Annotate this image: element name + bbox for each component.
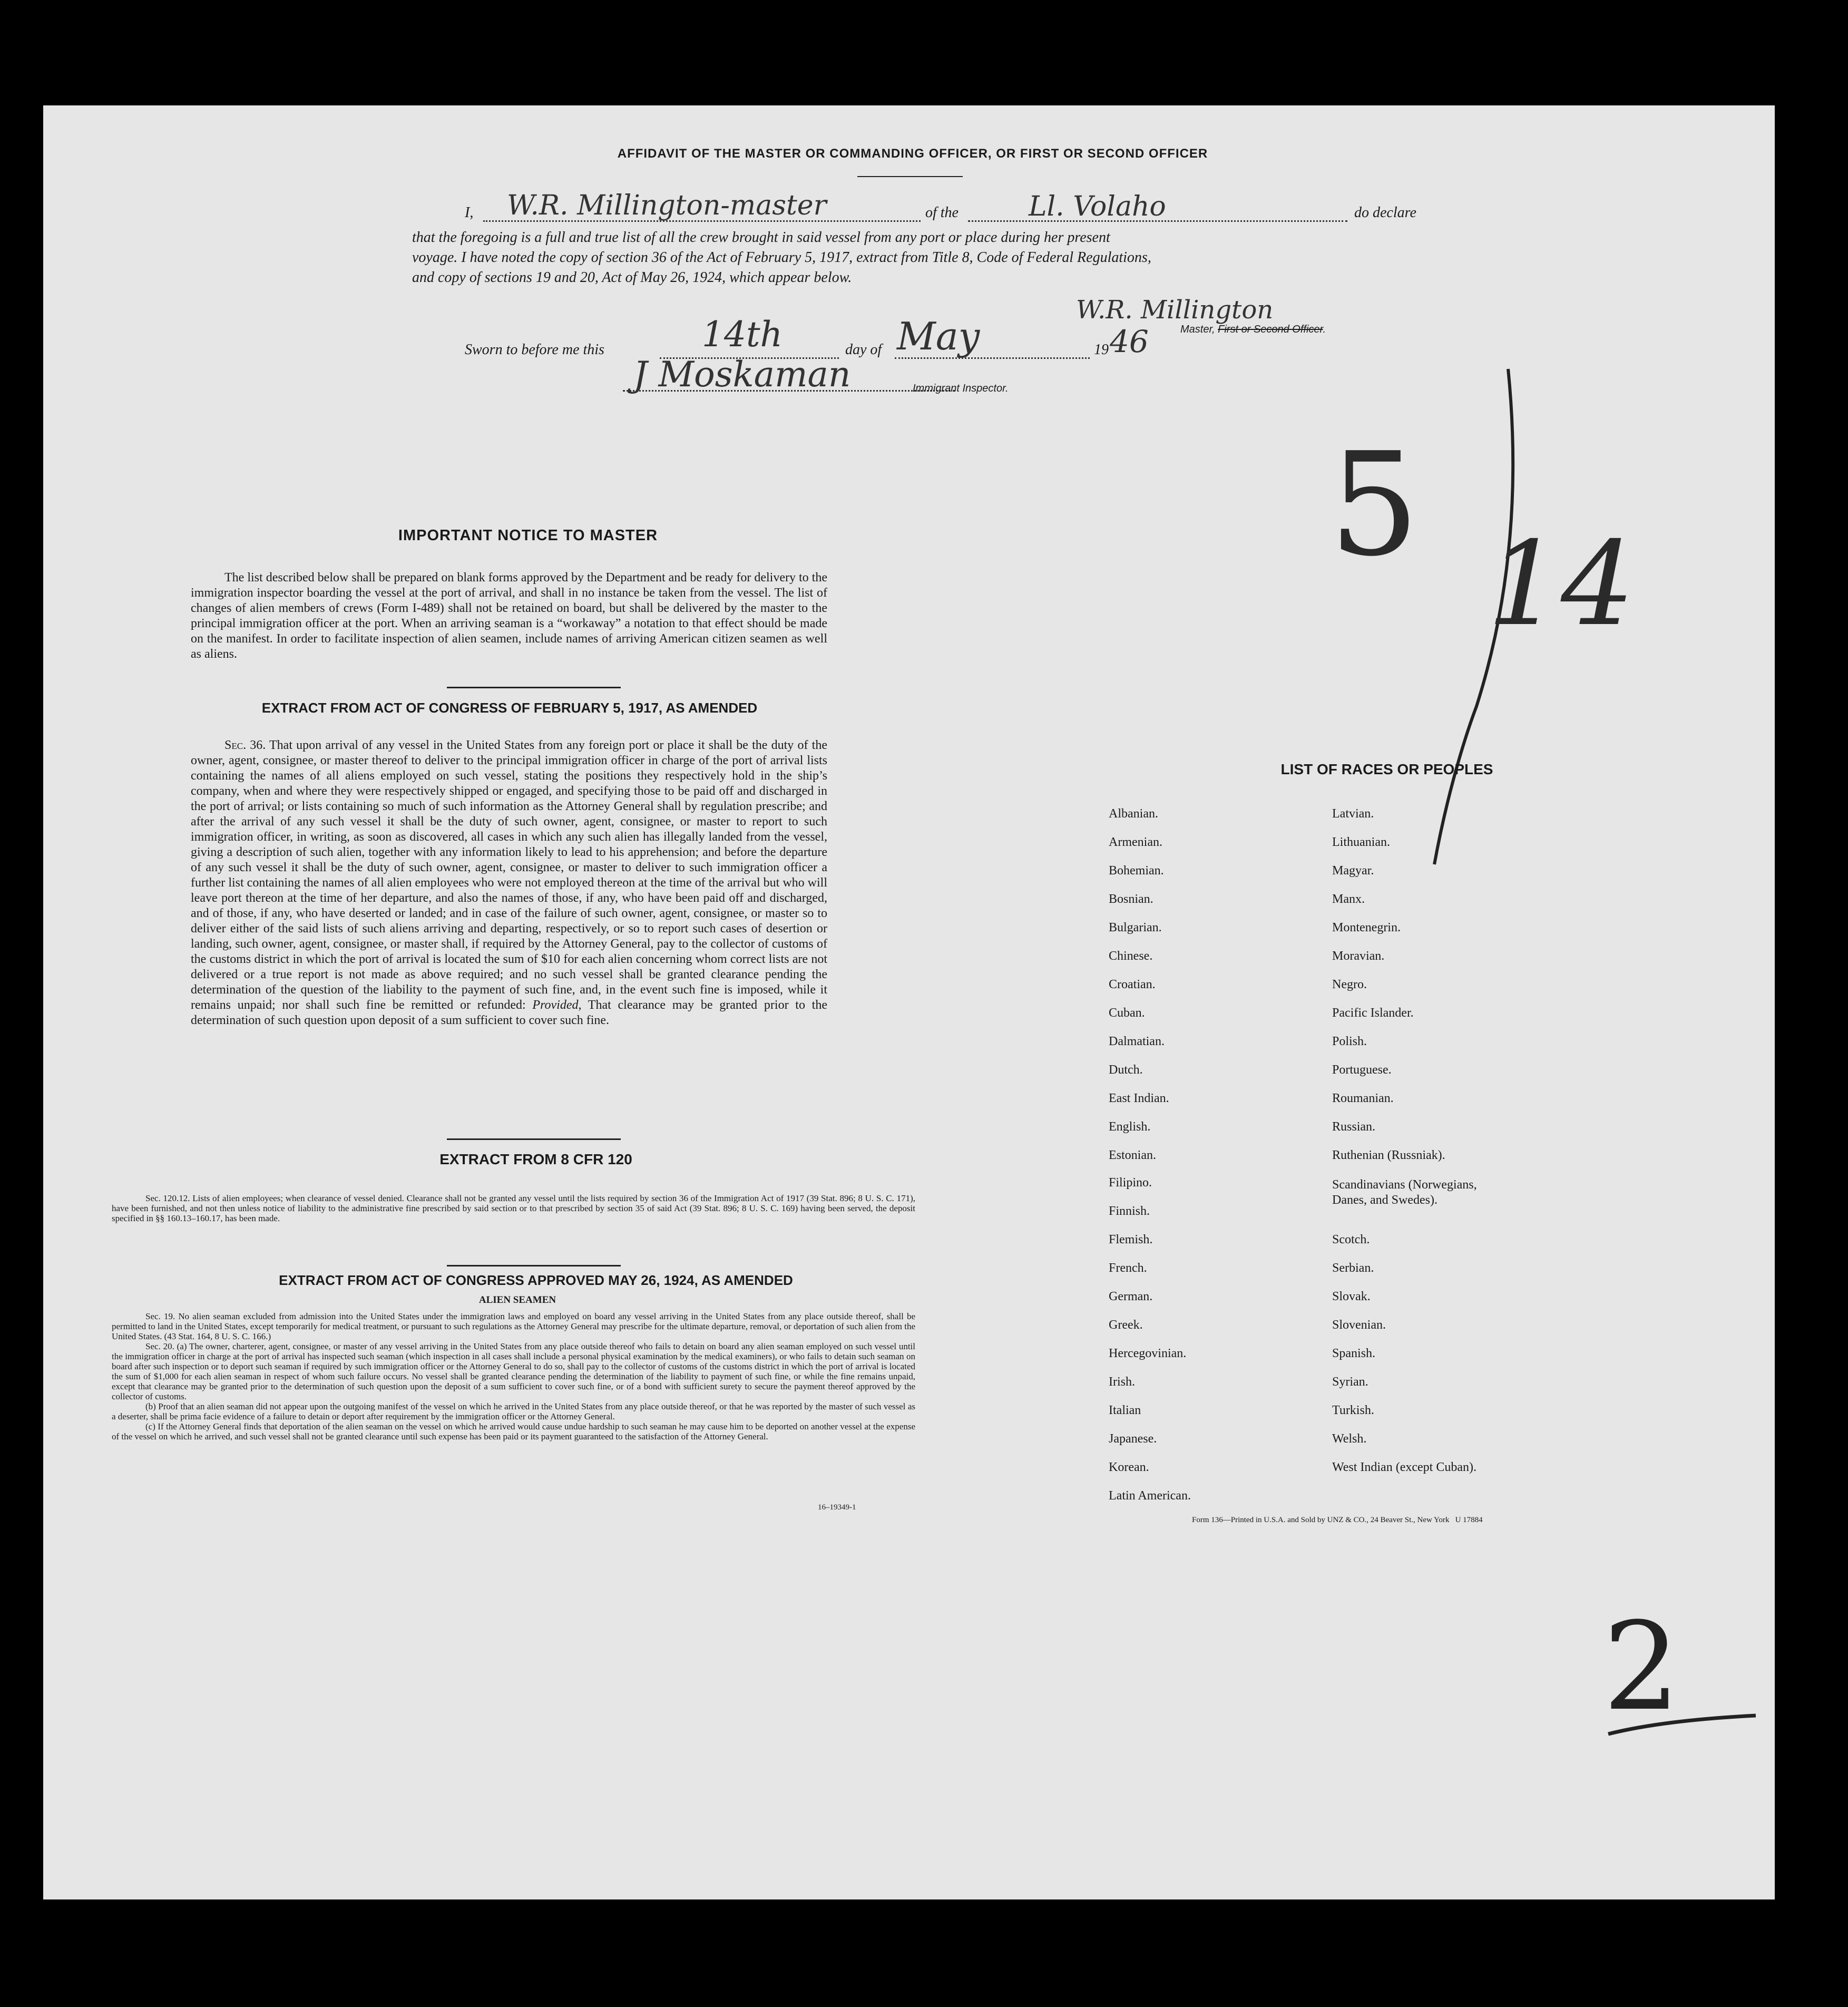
extract-1924-subtitle: ALIEN SEAMEN [478, 1294, 556, 1305]
extract-1917-text: That upon arrival of any vessel in the United States from any foreign port or place it shall be the duty of the owner, agent, consignee, or master thereof to deliver to the principal immigration officer in charge of the port of arrival lists containing the names of all aliens employed on such vessel, stating the positions they respectively hold in the ship’s company, when and where they were respectively shipped or engaged, and specifying those to be paid off and discharged in the port of arrival; or lists containing so much of such information as the Attorney General shall by regulation prescribe; and after the arrival of any such vessel it shall be the duty of such owner, agent, consignee, or master to report to such immigration officer, in writing, as soon as discovered, all cases in which any such alien has illegally landed from the vessel, giving a description of such alien, together with any information likely to lead to his apprehension; and before the departure of any such vessel it shall be the duty of such owner, agent, consignee, or master to deliver to such immigration officer a further list containing the names of all alien employees who were not employed thereon at the time of the arrival but who will leave port thereon at the time of her departure, and also the names of those, if any, who have been paid off and discharged, and of those, if any, who have deserted or landed; and in case of the failure of such owner, agent, consignee, or master so to deliver either of the said lists of such aliens arriving and departing, respectively, or so to report such cases of desertion or landing, such owner, agent, consignee, or master shall, if required by the Attorney General, pay to the collector of customs of the customs district in which the port of arrival is located the sum of $10 for each alien concerning whom correct lists are not delivered or a true report is not made as above required; and no such vessel shall be granted clearance pending the determination of the question of the liability to the payment of such fine, and, in the event such fine is imposed, while it remains unpaid; nor shall such fine be remitted or refunded: [191, 738, 827, 1012]
race-item: Portuguese. [1332, 1063, 1392, 1077]
race-item: Finnish. [1109, 1204, 1150, 1218]
handwritten-vessel-name: Ll. Volaho [1029, 191, 1166, 222]
race-item: Albanian. [1109, 807, 1158, 821]
race-item: Slovenian. [1332, 1318, 1386, 1332]
race-item: Magyar. [1332, 864, 1374, 878]
affidavit-of-the-label: of the [925, 204, 959, 221]
extract-1917-title: EXTRACT FROM ACT OF CONGRESS OF FEBRUARY 5, 1917, AS AMENDED [261, 700, 758, 716]
race-item: Bosnian. [1109, 892, 1153, 906]
extract-1917-provided: Provided, [532, 998, 582, 1012]
race-item: Irish. [1109, 1375, 1135, 1389]
master-caption-struck: First or Second Officer [1218, 324, 1323, 335]
race-item: Ruthenian (Russniak). [1332, 1148, 1445, 1162]
race-item: Russian. [1332, 1120, 1376, 1134]
extract-1924-sec19: Sec. 19. No alien seaman excluded from admission into the United States under the immigration laws and employed on board any vessel arriving in the United States from any place outside thereof, shall be permitted to land in the United States, except temporarily for medical treatment, or pursuant to such regulations as the Attorney General may prescribe for the ultimate departure, removal, or deportation of such alien from the United States. (43 Stat. 164, 8 U. S. C. 166.) [112, 1311, 915, 1341]
race-item: Latin American. [1109, 1489, 1191, 1503]
race-item: French. [1109, 1261, 1147, 1275]
race-item: Flemish. [1109, 1233, 1153, 1246]
race-item: East Indian. [1109, 1092, 1169, 1105]
race-item: Serbian. [1332, 1261, 1374, 1275]
race-item: Dalmatian. [1109, 1035, 1165, 1048]
race-item: Croatian. [1109, 978, 1156, 991]
notice-rule [447, 687, 621, 688]
race-item: Lithuanian. [1332, 835, 1390, 849]
extract-1917-body [191, 738, 827, 1028]
race-item: Turkish. [1332, 1404, 1374, 1417]
affidavit-body-line: and copy of sections 19 and 20, Act of May 26, 1924, which appear below. [412, 269, 852, 286]
extract-cfr-body: Sec. 120.12. Lists of alien employees; when clearance of vessel denied. Clearance shall not be granted any vessel until the lists required by section 36 of the Immigration Act of 1917 (39 Stat. 896; 8 U. S. C. 171), have been furnished, and not then unless notice of liability to the administrative fine prescribed by said section or to that prescribed by section 35 of said Act (39 Stat. 896; 8 U. S. C. 169) having been served, the deposit specified in §§ 160.13–160.17, has been made. [112, 1193, 915, 1223]
races-title: LIST OF RACES OR PEOPLES [1280, 761, 1493, 777]
extract-1924-title: EXTRACT FROM ACT OF CONGRESS APPROVED MAY 26, 1924, AS AMENDED [279, 1272, 793, 1288]
handwritten-day: 14th [702, 314, 783, 355]
handwritten-page-number: 2 [1603, 1597, 1680, 1738]
race-item: Latvian. [1332, 807, 1374, 821]
race-item: Korean. [1109, 1460, 1149, 1474]
race-item: West Indian (except Cuban). [1332, 1460, 1477, 1474]
inspector-caption: Immigrant Inspector. [913, 383, 1009, 394]
race-item: Cuban. [1109, 1006, 1145, 1020]
affidavit-title: AFFIDAVIT OF THE MASTER OR COMMANDING OFFICER, OR FIRST OR SECOND OFFICER [617, 147, 1208, 161]
race-item: Roumanian. [1332, 1092, 1394, 1105]
handwritten-inspector-signature: J Moskaman [633, 354, 851, 395]
extract-1924-sec20c: (c) If the Attorney General finds that deportation of the alien seaman on the vessel on which he arrived would cause undue hardship to such seaman he may cause him to be deported on another vessel at the expense of the vessel on which he arrived, and such vessel shall not be granted clearance until such expense has been paid or its payment guaranteed to the satisfaction of the Attorney General. [112, 1421, 915, 1441]
affidavit-body-line: that the foregoing is a full and true list of all the crew brought in said vessel from any port or place during her present [412, 229, 1110, 246]
form-printer-note: Form 136—Printed in U.S.A. and Sold by UNZ & CO., 24 Beaver St., New York U 17884 [1192, 1516, 1483, 1524]
race-item: Negro. [1332, 978, 1367, 991]
extract-1917-text-end: That clearance may be granted prior to the determination of such question upon deposit of a sum sufficient to cover such fine. [191, 998, 827, 1027]
handwritten-master-name: W.R. Millington-master [507, 190, 827, 221]
sworn-label: Sworn to before me this [465, 342, 604, 358]
extract-1917-sec-label: Sec. 36. [224, 738, 266, 752]
race-item: Polish. [1332, 1035, 1367, 1048]
race-item: Greek. [1109, 1318, 1143, 1332]
extract-1924-sec20a: Sec. 20. (a) The owner, charterer, agent, consignee, or master of any vessel arriving in the United States from any place outside thereof who fails to detain on board any alien seaman employed on such vessel until the immigration officer in charge at the port of arrival has inspected such seaman (which inspection in all cases shall include a personal physical examination by the medical examiners), or who fails to detain such seaman on board after such inspection or to deport such seaman if required by such immigration officer or the Attorney General to do so, shall pay to the collector of customs of the customs district in which the port of arrival is located the sum of $1,000 for each alien seaman in respect of whom such failure occurs. No vessel shall be granted clearance pending the determination of the liability to payment of such fine, or while the fine remains unpaid, except that clearance may be granted prior to the determination of such question upon the deposit of a sum sufficient to cover such fine, or of a bond with sufficient surety to secure the payment thereof approved by the collector of customs. [112, 1341, 915, 1401]
affidavit-body-line: voyage. I have noted the copy of section 36 of the Act of February 5, 1917, extract from Title 8, Code of Federal Regulations, [412, 249, 1151, 266]
race-item: Dutch. [1109, 1063, 1143, 1077]
handwritten-date-day: 14 [1487, 517, 1635, 651]
year-prefix: 19 [1094, 342, 1109, 358]
race-item: Manx. [1332, 892, 1365, 906]
race-item: Montenegrin. [1332, 921, 1401, 934]
race-item: Pacific Islander. [1332, 1006, 1414, 1020]
race-item: Spanish. [1332, 1347, 1376, 1360]
notice-body: The list described below shall be prepared on blank forms approved by the Department and be ready for delivery to the immigration inspector boarding the vessel at the port of arrival, and shall in no instance be taken from the vessel. The list of changes of alien members of crews (Form I-489) shall not be retained on board, but shall be delivered by the master to the principal immigration officer at the port. When an arriving seaman is a “workaway” a notation to that effect should be made on the manifest. In order to facilitate inspection of alien seamen, include names of arriving American citizen seamen as well as aliens. [191, 571, 827, 661]
race-item: Estonian. [1109, 1148, 1156, 1162]
notice-title: IMPORTANT NOTICE TO MASTER [398, 527, 658, 544]
document-page [43, 105, 1775, 1899]
race-item: Scotch. [1332, 1233, 1370, 1246]
handwritten-date-month: 5 [1329, 422, 1420, 588]
handwritten-year: 46 [1110, 324, 1149, 359]
page-number-underline [1603, 1713, 1761, 1745]
race-item: Moravian. [1332, 949, 1385, 963]
race-item: Syrian. [1332, 1375, 1368, 1389]
race-item: German. [1109, 1290, 1153, 1303]
race-item: Bulgarian. [1109, 921, 1162, 934]
race-item: English. [1109, 1120, 1151, 1134]
affidavit-do-declare-label: do declare [1354, 204, 1416, 221]
race-item: Bohemian. [1109, 864, 1164, 878]
race-item: Armenian. [1109, 835, 1162, 849]
affidavit-body [412, 228, 1442, 288]
master-caption-end: . [1323, 324, 1326, 335]
extract-1924-form-code: 16–19349-1 [818, 1503, 856, 1512]
race-item: Scandinavians (Norwegians, Danes, and Swedes). [1332, 1178, 1477, 1207]
day-of-label: day of [845, 342, 882, 358]
extract-1924-body [112, 1311, 915, 1441]
handwritten-month: May [897, 314, 980, 358]
race-item: Italian [1109, 1404, 1141, 1417]
affidavit-title-rule [857, 176, 963, 177]
race-item: Chinese. [1109, 949, 1153, 963]
race-item: Japanese. [1109, 1432, 1157, 1446]
affidavit-i-label: I, [465, 204, 474, 221]
handwritten-master-signature: W.R. Millington [1076, 295, 1274, 325]
master-caption [1180, 324, 1326, 336]
race-item: Welsh. [1332, 1432, 1367, 1446]
extract-1917-rule [447, 1138, 621, 1140]
extract-cfr-title: EXTRACT FROM 8 CFR 120 [439, 1151, 632, 1167]
extract-1924-sec20b: (b) Proof that an alien seaman did not appear upon the outgoing manifest of the vessel on which he arrived in the United States from any place outside thereof, or that he was reported by the master of such vessel as a deserter, shall be prima facie evidence of a failure to detain or deport after requirement by the immigration officer or the Attorney General. [112, 1401, 915, 1421]
race-item: Slovak. [1332, 1290, 1371, 1303]
master-caption-label: Master, [1180, 324, 1218, 335]
extract-cfr-rule [447, 1265, 621, 1266]
race-item: Hercegovinian. [1109, 1347, 1187, 1360]
race-item: Filipino. [1109, 1176, 1152, 1190]
